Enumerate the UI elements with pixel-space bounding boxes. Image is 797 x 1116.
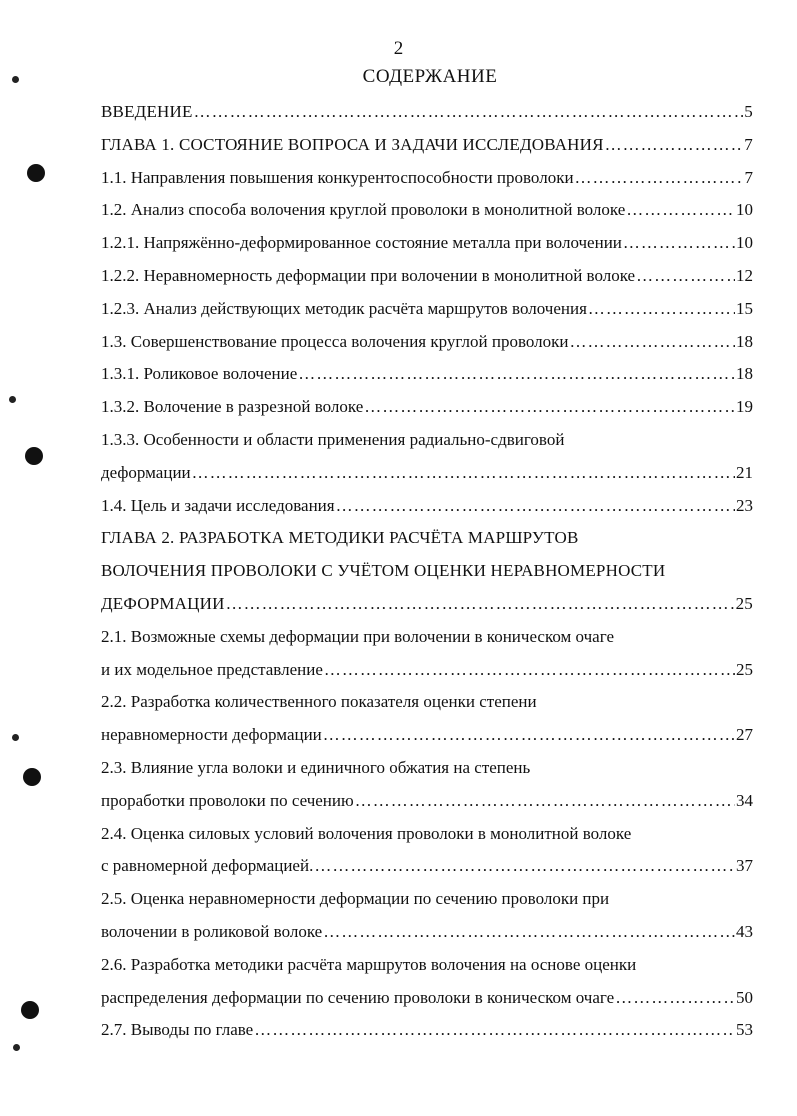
toc-line — [101, 293, 753, 326]
toc-line — [101, 522, 753, 555]
toc-entry-s2-1[interactable] — [101, 621, 753, 687]
toc-entry-s1-4[interactable] — [101, 490, 753, 523]
toc-line — [101, 686, 753, 719]
toc-entry-s1-1[interactable] — [101, 162, 753, 195]
toc-entry-s1-3-2[interactable] — [101, 391, 753, 424]
toc-entry-s2-2[interactable] — [101, 686, 753, 752]
toc-line — [101, 883, 753, 916]
toc-page-number: 23 — [736, 495, 753, 515]
toc-entry-text: 2.3. Влияние угла волоки и единичного обжатия на степень — [101, 757, 531, 777]
toc-entry-s1-2[interactable] — [101, 194, 753, 227]
toc-entry-s2-5[interactable] — [101, 883, 753, 949]
document-title: СОДЕРЖАНИЕ — [362, 66, 498, 87]
toc-entry-text: 1.3.3. Особенности и области применения радиально-сдвиговой — [101, 429, 565, 449]
scan-speck — [12, 76, 19, 83]
table-of-contents — [101, 96, 753, 1047]
toc-line — [101, 96, 753, 129]
toc-line — [101, 949, 753, 982]
toc-page-number: 10 — [736, 200, 753, 220]
toc-line — [101, 818, 753, 851]
toc-entry-text: ДЕФОРМАЦИИ — [101, 593, 225, 613]
toc-page-number: 7 — [744, 167, 753, 187]
toc-entry-text: 1.2.3. Анализ действующих методик расчёта маршрутов волочения — [101, 298, 587, 318]
toc-entry-text: 2.6. Разработка методики расчёта маршрутов волочения на основе оценки — [101, 954, 637, 974]
toc-entry-text: 1.2.1. Напряжённо-деформированное состояние металла при волочении — [101, 233, 622, 253]
toc-page-number: 53 — [736, 1020, 753, 1040]
toc-page-number: 50 — [736, 987, 753, 1007]
toc-entry-text: 1.1. Направления повышения конкурентоспособности проволоки — [101, 167, 574, 187]
toc-line — [101, 424, 753, 457]
dot-leader — [575, 162, 744, 195]
toc-entry-text: волочении в роликовой волоке — [101, 921, 323, 941]
toc-entry-s1-2-2[interactable] — [101, 260, 753, 293]
toc-entry-text: неравномерности деформации — [101, 725, 322, 745]
toc-page-number: 43 — [736, 921, 753, 941]
dot-leader — [254, 1014, 735, 1047]
toc-page-number: 21 — [736, 462, 753, 482]
dot-leader — [314, 850, 735, 883]
toc-line — [101, 850, 753, 883]
dot-leader — [298, 358, 735, 391]
dot-leader — [605, 129, 744, 162]
toc-page-number: 37 — [736, 856, 753, 876]
toc-line — [101, 1014, 753, 1047]
toc-page-number: 5 — [744, 102, 753, 121]
dot-leader — [324, 654, 735, 687]
toc-entry-text: 2.2. Разработка количественного показателя оценки степени — [101, 692, 537, 712]
toc-entry-s1-3-1[interactable] — [101, 358, 753, 391]
dot-leader — [636, 260, 735, 293]
toc-entry-text: ГЛАВА 2. РАЗРАБОТКА МЕТОДИКИ РАСЧЁТА МАРШРУТОВ — [101, 528, 579, 548]
toc-entry-text: деформации — [101, 462, 191, 482]
toc-entry-text: ГЛАВА 1. СОСТОЯНИЕ ВОПРОСА И ЗАДАЧИ ИССЛЕДОВАНИЯ — [101, 134, 604, 154]
toc-line — [101, 129, 753, 162]
toc-page-number: 25 — [736, 659, 753, 679]
toc-line — [101, 621, 753, 654]
toc-entry-text: распределения деформации по сечению проволоки в коническом очаге — [101, 987, 615, 1007]
dot-leader — [588, 293, 735, 326]
toc-entry-intro[interactable] — [101, 96, 753, 129]
toc-line — [101, 162, 753, 195]
toc-entry-text: 2.5. Оценка неравномерности деформации по сечению проволоки при — [101, 889, 610, 909]
toc-page-number: 18 — [736, 364, 753, 384]
toc-entry-s2-7[interactable] — [101, 1014, 753, 1047]
binder-hole — [27, 164, 45, 182]
dot-leader — [626, 194, 735, 227]
toc-entry-s1-2-1[interactable] — [101, 227, 753, 260]
toc-line — [101, 457, 753, 490]
toc-entry-text: 2.7. Выводы по главе — [101, 1020, 254, 1040]
dot-leader — [364, 391, 735, 424]
toc-page-number: 34 — [736, 790, 753, 810]
toc-line — [101, 391, 753, 424]
toc-line — [101, 785, 753, 818]
toc-entry-s1-3[interactable] — [101, 326, 753, 359]
dot-leader — [569, 326, 735, 359]
toc-line — [101, 719, 753, 752]
toc-page-number: 15 — [736, 298, 753, 318]
toc-entry-text: ВОЛОЧЕНИЯ ПРОВОЛОКИ С УЧЁТОМ ОЦЕНКИ НЕРАВНОМЕРНОСТИ — [101, 561, 666, 581]
toc-line — [101, 752, 753, 785]
scan-speck — [9, 396, 16, 403]
toc-entry-text: 1.3.1. Роликовое волочение — [101, 364, 298, 384]
dot-leader — [323, 719, 735, 752]
dot-leader — [194, 96, 744, 129]
toc-line — [101, 194, 753, 227]
toc-line — [101, 260, 753, 293]
toc-entry-text: 2.1. Возможные схемы деформации при волочении в коническом очаге — [101, 626, 614, 646]
toc-entry-text: и их модельное представление — [101, 659, 323, 679]
binder-hole — [21, 1001, 39, 1019]
dot-leader — [192, 457, 735, 490]
toc-page-number: 10 — [736, 233, 753, 253]
toc-line — [101, 555, 753, 588]
toc-line — [101, 588, 753, 621]
toc-page-number: 12 — [736, 265, 753, 285]
toc-entry-s1-3-3[interactable] — [101, 424, 753, 490]
toc-entry-ch1[interactable] — [101, 129, 753, 162]
dot-leader — [226, 588, 735, 621]
toc-entry-text: 1.2.2. Неравномерность деформации при волочении в монолитной волоке — [101, 265, 636, 285]
toc-entry-text: 1.4. Цель и задачи исследования — [101, 495, 335, 515]
toc-page-number: 27 — [736, 725, 753, 745]
toc-entry-s2-6[interactable] — [101, 949, 753, 1015]
toc-entry-text: с равномерной деформацией. — [101, 856, 314, 876]
toc-line — [101, 916, 753, 949]
toc-line — [101, 358, 753, 391]
scan-speck — [12, 734, 19, 741]
toc-entry-text: 1.3.2. Волочение в разрезной волоке — [101, 397, 364, 417]
toc-line — [101, 982, 753, 1015]
toc-entry-text: 1.3. Совершенствование процесса волочения круглой проволоки — [101, 331, 569, 351]
toc-line — [101, 490, 753, 523]
toc-line — [101, 326, 753, 359]
toc-entry-s1-2-3[interactable] — [101, 293, 753, 326]
toc-entry-text: 1.2. Анализ способа волочения круглой проволоки в монолитной волоке — [101, 200, 626, 220]
dot-leader — [323, 916, 735, 949]
dot-leader — [355, 785, 735, 818]
toc-entry-text: ВВЕДЕНИЕ — [101, 102, 193, 121]
toc-entry-s2-3[interactable] — [101, 752, 753, 818]
toc-page-number: 18 — [736, 331, 753, 351]
dot-leader — [615, 982, 735, 1015]
scan-speck — [13, 1044, 20, 1051]
toc-entry-ch2[interactable] — [101, 522, 753, 620]
toc-page-number: 25 — [735, 593, 753, 613]
toc-entry-text: 2.4. Оценка силовых условий волочения проволоки в монолитной волоке — [101, 823, 632, 843]
binder-hole — [23, 768, 41, 786]
toc-page-number: 19 — [736, 397, 753, 417]
page-number: 2 — [393, 38, 404, 59]
toc-entry-s2-4[interactable] — [101, 818, 753, 884]
binder-hole — [25, 447, 43, 465]
toc-entry-text: проработки проволоки по сечению — [101, 790, 354, 810]
dot-leader — [623, 227, 735, 260]
toc-line — [101, 227, 753, 260]
dot-leader — [336, 490, 735, 523]
toc-page-number: 7 — [744, 134, 753, 154]
toc-line — [101, 654, 753, 687]
